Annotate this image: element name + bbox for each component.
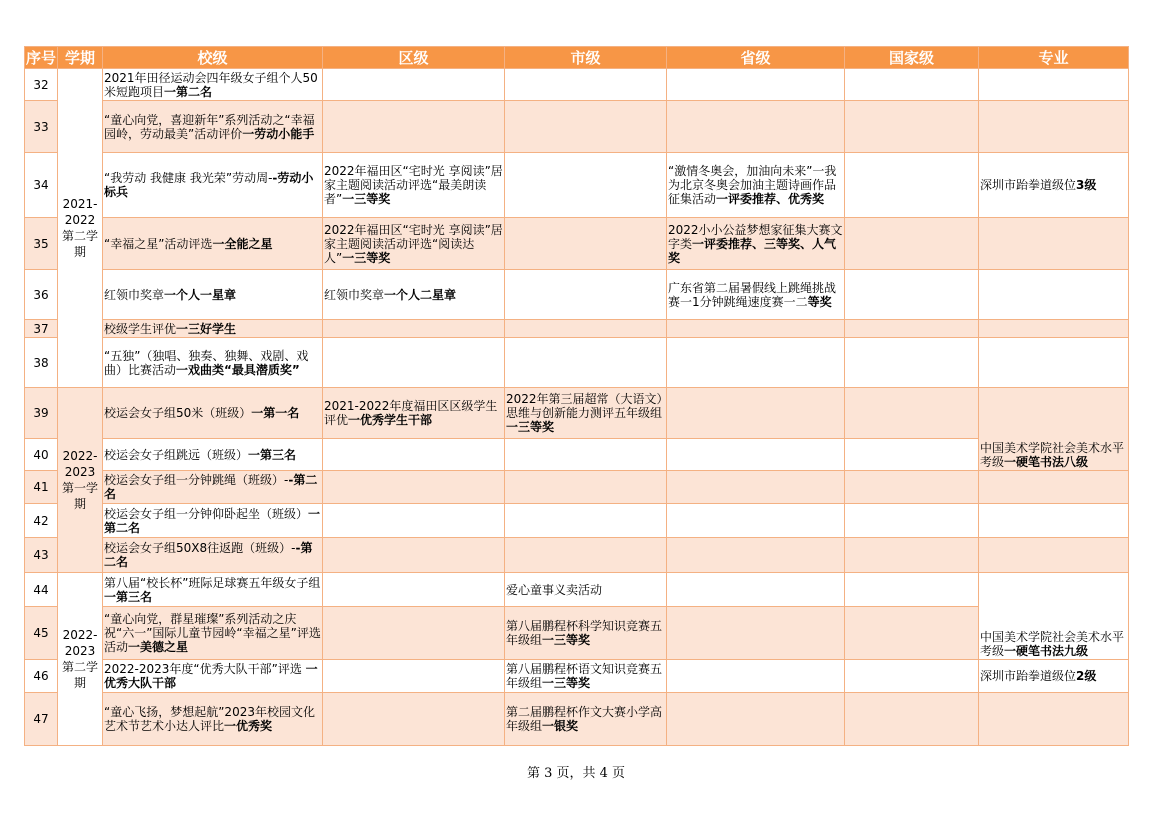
district-award-text: 2022年福田区“宅时光 享阅读”居家主题阅读活动评选“阅读达人”: [324, 222, 503, 265]
city-award: [505, 101, 667, 153]
col-header-semester: 学期: [58, 47, 103, 69]
city-award: [505, 693, 667, 746]
district-award: [323, 270, 505, 320]
school-award-text: “童心飞扬，梦想起航”2023年校园文化艺术节艺术小达人评比: [104, 705, 315, 733]
city-award: [505, 471, 667, 504]
school-award-text: 校运会女子组一分钟跳绳（班级）-: [104, 473, 289, 487]
school-award: [103, 101, 323, 153]
major-award: [979, 218, 1129, 270]
district-award: [323, 69, 505, 101]
national-award: [845, 320, 979, 338]
col-header-province: 省级: [667, 47, 845, 69]
school-award-text: 2022-2023年度“优秀大队干部”评选: [104, 662, 306, 676]
district-award: [323, 218, 505, 270]
city-award-text: 2022年第三届超常（大语文）思维与创新能力测评五年级组: [506, 392, 663, 420]
school-award-award: 一优秀大队干部: [104, 662, 318, 690]
school-award-award: 一第一名: [251, 406, 300, 420]
national-award: [845, 693, 979, 746]
major-award: [979, 270, 1129, 320]
school-award-text: 第八届“校长杯”班际足球赛五年级女子组: [104, 575, 321, 590]
row-number: 32: [25, 69, 58, 101]
province-award: [667, 573, 845, 607]
school-award: [103, 471, 323, 504]
district-award: [323, 573, 505, 607]
school-award-award: 一戏曲类“最具潜质奖”: [176, 362, 300, 377]
province-award: [667, 439, 845, 471]
school-award: [103, 338, 323, 388]
district-award-text: 红领巾奖章: [324, 287, 385, 302]
major-award-award: 3级: [1076, 178, 1097, 192]
province-award: [667, 607, 845, 660]
table-row: [25, 320, 1129, 338]
major-award: [979, 660, 1129, 693]
province-award-award: 等奖: [807, 294, 832, 309]
district-award: [323, 153, 505, 218]
city-award: [505, 320, 667, 338]
major-award: [979, 388, 1129, 471]
province-award: [667, 320, 845, 338]
city-award-text: 第二届鹏程杯作文大赛小学高年级组: [506, 705, 663, 733]
city-award: [505, 504, 667, 538]
table-row: [25, 101, 1129, 153]
school-award-text: 校运会女子组50X8往返跑（班级）-: [104, 541, 296, 555]
table-row: [25, 439, 1129, 471]
national-award: [845, 573, 979, 607]
school-award: [103, 153, 323, 218]
major-award-award: 一硬笔书法九级: [1004, 644, 1089, 658]
province-award-award: 一评委推荐、三等奖、人气奖: [668, 236, 837, 265]
city-award: [505, 153, 667, 218]
school-award-text: 校运会女子组跳远（班级）: [104, 447, 249, 462]
school-award: [103, 320, 323, 338]
row-number: 37: [25, 320, 58, 338]
district-award: [323, 693, 505, 746]
district-award: [323, 660, 505, 693]
school-award: [103, 607, 323, 660]
city-award: [505, 69, 667, 101]
city-award: [505, 338, 667, 388]
province-award: [667, 660, 845, 693]
col-header-major: 专业: [979, 47, 1129, 69]
school-award: [103, 660, 323, 693]
school-award: [103, 538, 323, 573]
national-award: [845, 388, 979, 439]
district-award-award: 一三等奖: [342, 192, 391, 206]
city-award: [505, 218, 667, 270]
col-header-district: 区级: [323, 47, 505, 69]
city-award-text: 第八届鹏程杯科学知识竞赛五年级组: [506, 619, 663, 647]
school-award: [103, 693, 323, 746]
school-award: [103, 270, 323, 320]
row-number: 38: [25, 338, 58, 388]
major-award-text: 深圳市跆拳道级位: [980, 669, 1077, 683]
table-row: [25, 69, 1129, 101]
city-award-text: 第八届鹏程杯语文知识竞赛五年级组: [506, 662, 663, 690]
district-award: [323, 320, 505, 338]
national-award: [845, 504, 979, 538]
row-number: 42: [25, 504, 58, 538]
district-award: [323, 607, 505, 660]
awards-table: [24, 46, 1129, 746]
major-award: [979, 573, 1129, 660]
major-award-text: 深圳市跆拳道级位: [980, 178, 1077, 192]
row-number: 41: [25, 471, 58, 504]
col-header-no: 序号: [25, 47, 58, 69]
row-number: 43: [25, 538, 58, 573]
page-footer: 第 3 页，共 4 页: [526, 766, 626, 781]
district-award-text: 2021-2022年度福田区区级学生评优: [324, 399, 498, 427]
col-header-city: 市级: [505, 47, 667, 69]
district-award: [323, 439, 505, 471]
province-award: [667, 538, 845, 573]
row-number: 47: [25, 693, 58, 746]
province-award-award: 一评委推荐、优秀奖: [716, 192, 825, 206]
row-number: 36: [25, 270, 58, 320]
major-award: [979, 693, 1129, 746]
major-award: [979, 471, 1129, 504]
major-award: [979, 338, 1129, 388]
city-award: [505, 439, 667, 471]
district-award: [323, 101, 505, 153]
province-award: [667, 338, 845, 388]
col-header-national: 国家级: [845, 47, 979, 69]
table-row: [25, 607, 1129, 660]
city-award-award: 一三等奖: [542, 676, 591, 690]
city-award-award: 一三等奖: [542, 633, 591, 647]
province-award: [667, 504, 845, 538]
school-award-text: “我劳动 我健康 我光荣”劳动周-: [104, 171, 273, 185]
row-number: 35: [25, 218, 58, 270]
major-award: [979, 101, 1129, 153]
province-award-text: 2022小小公益梦想家征集大赛文字类: [668, 222, 843, 251]
table-row: [25, 573, 1129, 607]
table-row: [25, 388, 1129, 439]
school-award-text: “童心向党，群星璀璨”系列活动之庆祝“六一”国际儿童节园岭“幸福之星”评选活动: [104, 612, 321, 654]
major-award-text: 中国美术学院社会美术水平考级: [980, 441, 1125, 469]
school-award-text: 校级学生评优: [104, 321, 177, 336]
school-award-award: 一第二名: [164, 84, 213, 99]
major-award-text: 中国美术学院社会美术水平考级: [980, 630, 1125, 658]
province-award-text: “激情冬奥会，加油向未来”一我为北京冬奥会加油主题诗画作品征集活动: [668, 164, 837, 206]
school-award-text: 2021年田径运动会四年级女子组个人50米短跑项目: [104, 70, 318, 99]
school-award-award: 一美德之星: [128, 640, 189, 654]
table-row: [25, 338, 1129, 388]
table-row: [25, 538, 1129, 573]
table-row: [25, 660, 1129, 693]
major-award: [979, 69, 1129, 101]
table-row: [25, 693, 1129, 746]
school-award-award: 一三好学生: [176, 321, 237, 336]
school-award-text: 校运会女子组一分钟仰卧起坐（班级）: [104, 506, 309, 521]
school-award: [103, 388, 323, 439]
row-number: 40: [25, 439, 58, 471]
school-award: [103, 439, 323, 471]
district-award-award: 一个人二星章: [384, 287, 457, 302]
city-award: [505, 660, 667, 693]
province-award: [667, 101, 845, 153]
school-award-award: -劳动小标兵: [104, 171, 314, 199]
school-award-award: 一个人一星章: [164, 287, 237, 302]
school-award-text: 红领巾奖章: [104, 287, 165, 302]
row-number: 46: [25, 660, 58, 693]
semester-cell: 2022-2023第一学期: [58, 388, 103, 573]
national-award: [845, 218, 979, 270]
table-row: [25, 471, 1129, 504]
school-award-text: “幸福之星”活动评选: [104, 236, 213, 251]
school-award: [103, 573, 323, 607]
major-award-award: 一硬笔书法八级: [1004, 455, 1089, 469]
province-award: [667, 388, 845, 439]
district-award: [323, 338, 505, 388]
semester-cell: 2021-2022第二学期: [58, 69, 103, 388]
national-award: [845, 270, 979, 320]
province-award: [667, 218, 845, 270]
table-row: [25, 270, 1129, 320]
school-award-award: 一第二名: [104, 506, 321, 535]
national-award: [845, 660, 979, 693]
school-award-award: 一劳动小能手: [242, 126, 315, 141]
national-award: [845, 538, 979, 573]
province-award: [667, 693, 845, 746]
school-award-award: 一优秀奖: [224, 719, 273, 733]
school-award-award: 一全能之星: [212, 236, 273, 251]
table-row: [25, 153, 1129, 218]
row-number: 33: [25, 101, 58, 153]
table-row: [25, 218, 1129, 270]
national-award: [845, 471, 979, 504]
table-row: [25, 504, 1129, 538]
city-award: [505, 573, 667, 607]
row-number: 34: [25, 153, 58, 218]
major-award: [979, 320, 1129, 338]
city-award-award: 一银奖: [542, 719, 579, 733]
province-award-text: 广东省第二届暑假线上跳绳挑战赛一1分钟跳绳速度赛一二: [668, 280, 837, 309]
school-award: [103, 69, 323, 101]
district-award: [323, 471, 505, 504]
row-number: 45: [25, 607, 58, 660]
school-award-text: “五独”（独唱、独奏、独舞、戏剧、戏曲）比赛活动: [104, 348, 309, 377]
school-award-text: 校运会女子组50米（班级）: [104, 406, 252, 420]
semester-cell: 2022-2023第二学期: [58, 573, 103, 746]
national-award: [845, 101, 979, 153]
major-award: [979, 153, 1129, 218]
school-award-award: 一第三名: [248, 447, 297, 462]
district-award-award: 一优秀学生干部: [348, 413, 433, 427]
row-number: 39: [25, 388, 58, 439]
district-award-award: 一三等奖: [342, 250, 391, 265]
province-award: [667, 69, 845, 101]
city-award: [505, 607, 667, 660]
city-award: [505, 538, 667, 573]
district-award: [323, 388, 505, 439]
national-award: [845, 439, 979, 471]
major-award: [979, 538, 1129, 573]
school-award: [103, 218, 323, 270]
city-award-award: 一三等奖: [506, 420, 555, 434]
school-award-award: -第二名: [104, 473, 318, 501]
district-award-text: 2022年福田区“宅时光 享阅读”居家主题阅读活动评选“最美朗读者”: [324, 164, 503, 206]
school-award: [103, 504, 323, 538]
school-award-award: -第二名: [104, 541, 313, 569]
province-award: [667, 153, 845, 218]
header-row: [25, 47, 1129, 69]
national-award: [845, 69, 979, 101]
province-award: [667, 471, 845, 504]
col-header-school: 校级: [103, 47, 323, 69]
district-award: [323, 538, 505, 573]
national-award: [845, 338, 979, 388]
major-award: [979, 504, 1129, 538]
province-award: [667, 270, 845, 320]
school-award-award: 一第三名: [104, 589, 153, 604]
national-award: [845, 153, 979, 218]
city-award: [505, 270, 667, 320]
city-award-text: 爱心童事义卖活动: [506, 582, 603, 597]
district-award: [323, 504, 505, 538]
city-award: [505, 388, 667, 439]
school-award-text: “童心向党，喜迎新年”系列活动之“幸福园岭，劳动最美”活动评价: [104, 112, 315, 141]
row-number: 44: [25, 573, 58, 607]
national-award: [845, 607, 979, 660]
major-award-award: 2级: [1076, 669, 1097, 683]
